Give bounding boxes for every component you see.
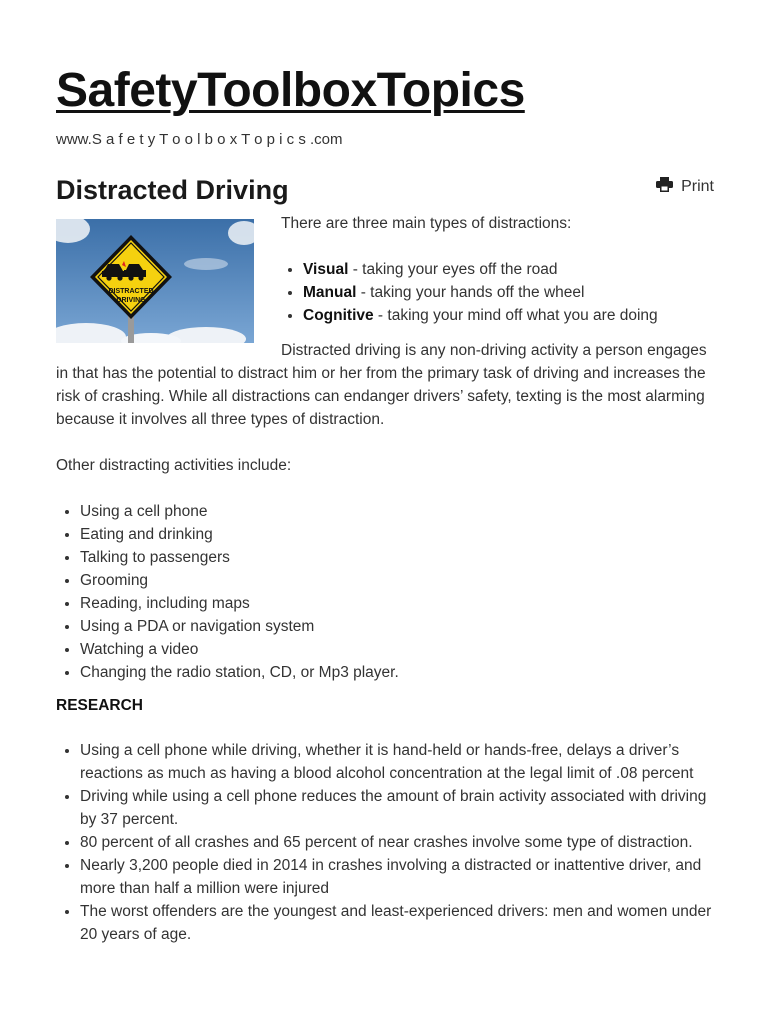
article-body: [56, 339, 714, 946]
list-item: • Watching a video: [80, 638, 714, 661]
definition-paragraph: Distracted driving is any non-driving activity a person engages in that has the potential to distract him or her from the primary task of driving and increases the risk of crashing. While all distractions can endanger drivers’ safety, texting is the most alarming because it involves all three types of distraction.: [56, 342, 707, 428]
article-title: Distracted Driving: [56, 175, 289, 205]
intro-section: [281, 212, 714, 327]
other-activities-intro: Other distracting activities include:: [56, 457, 292, 474]
list-item: • Eating and drinking: [80, 523, 714, 546]
list-item: • Using a cell phone: [80, 500, 714, 523]
sign-line-2: DRIVING: [116, 297, 146, 304]
list-item: • Nearly 3,200 people died in 2014 in crashes involving a distracted or inattentive driver, and more than half a million were injured: [80, 854, 714, 900]
site-title[interactable]: SafetyToolboxTopics: [56, 64, 525, 117]
intro-text: There are three main types of distractions:: [281, 215, 572, 232]
list-item: • Driving while using a cell phone reduces the amount of brain activity associated with driving by 37 percent.: [80, 785, 714, 831]
print-label: Print: [681, 178, 714, 195]
list-item: • Changing the radio station, CD, or Mp3 player.: [80, 661, 714, 684]
distracted-driving-sign-image: [56, 219, 254, 343]
print-button[interactable]: [656, 177, 714, 197]
sign-line-1: DISTRACTED: [108, 288, 154, 295]
list-item: • Talking to passengers: [80, 546, 714, 569]
distraction-types-list: [281, 258, 714, 327]
research-list: [56, 739, 714, 946]
activities-list: [56, 500, 714, 684]
site-url[interactable]: www.S a f e t y T o o l b o x T o p i c s .com: [56, 131, 343, 148]
list-item: • 80 percent of all crashes and 65 percent of near crashes involve some type of distraction.: [80, 831, 714, 854]
research-heading: RESEARCH: [56, 697, 143, 714]
list-item: • Visual - taking your eyes off the road: [303, 258, 714, 281]
printer-icon: [656, 177, 673, 197]
list-item: • Cognitive - taking your mind off what you are doing: [303, 304, 714, 327]
list-item: • Using a PDA or navigation system: [80, 615, 714, 638]
list-item: • Grooming: [80, 569, 714, 592]
list-item: • Using a cell phone while driving, whether it is hand-held or hands-free, delays a driver’s reactions as much as having a blood alcohol concentration at the legal limit of .08 percent: [80, 739, 714, 785]
list-item: • Reading, including maps: [80, 592, 714, 615]
list-item: • The worst offenders are the youngest and least-experienced drivers: men and women under 20 years of age.: [80, 900, 714, 946]
list-item: • Manual - taking your hands off the wheel: [303, 281, 714, 304]
